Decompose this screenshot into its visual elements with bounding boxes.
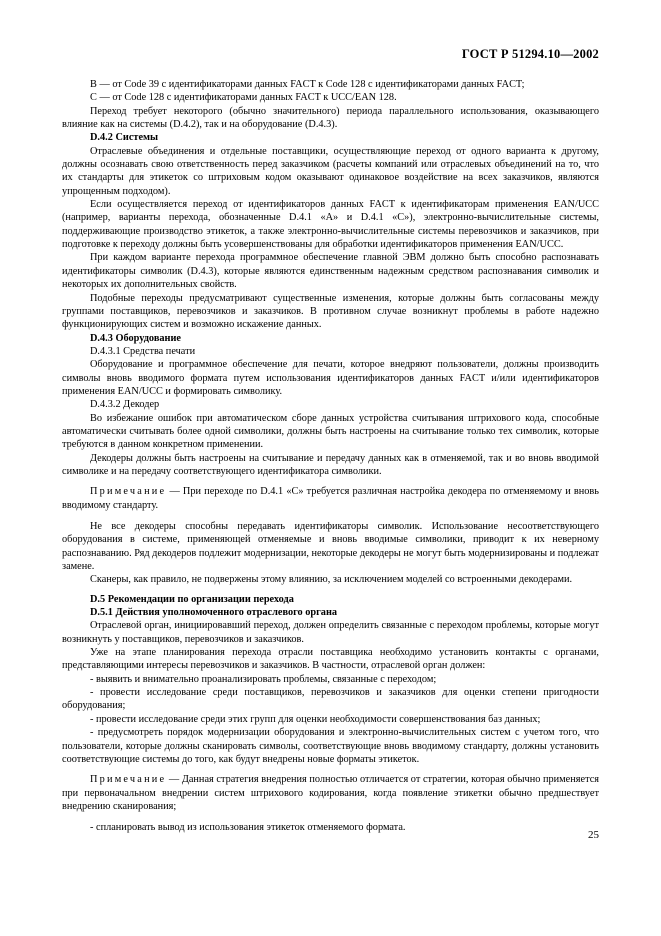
subsection-heading: D.4.3.1 Средства печати (90, 345, 196, 357)
subsection-heading: D.4.3.2 Декодер (90, 399, 160, 411)
section-heading: D.5 Рекомендации по организации перехода (90, 593, 294, 605)
list-item: - провести исследование среди поставщиков, перевозчиков и заказчиков для оценки степени пригодности оборудования; (62, 687, 599, 712)
page-content (62, 78, 599, 835)
note-label: Примечание (90, 774, 167, 786)
paragraph: Если осуществляется переход от идентификаторов данных FACT к идентификаторам применения EAN/UCC (например, варианты перехода, обозначенные D.4.1 «А» и D.4.1 «С»), электронно-вычислительные системы, поддерживающие производство этикеток, а также электронно-вычислительные системы перевозчиков и заказчиков, при подготовке к переходу должны быть усовершенствованы для обработки идентификаторов применения EAN/UCC. (62, 199, 599, 251)
note-text: — Данная стратегия внедрения полностью отличается от стратегии, которая обычно применяется при первоначальном внедрении систем штрихового кодирования, когда появление этикетки обычно предшествует внедрению сканирования; (62, 774, 599, 812)
paragraph: Сканеры, как правило, не подвержены этому влиянию, за исключением моделей со встроенными декодерами. (90, 574, 573, 586)
note-label: Примечание (90, 486, 167, 498)
paragraph: Переход требует некоторого (обычно значительного) периода параллельного использования, оказывающего влияние как на системы (D.4.2), так и на оборудование (D.4.3). (62, 105, 599, 131)
paragraph: Отраслевые объединения и отдельные поставщики, осуществляющие переход от одного варианта к другому, должны осознавать свою ответственность перед заказчиком (расчеты компаний или отраслевых объединений на то, что их стандарты для этикеток со штриховым кодом оказывают одинаковое воздействие на всех заказчиков, являются упрощенным подходом). (62, 145, 599, 197)
paragraph: С — от Code 128 с идентификаторами данных FACT к UCC/EAN 128. (90, 92, 397, 104)
note-text: — При переходе по D.4.1 «С» требуется различная настройка декодера по отменяемому и вновь вводимому стандарту. (62, 486, 599, 511)
note (62, 485, 599, 512)
list-item: - выявить и внимательно проанализировать проблемы, связанные с переходом; (90, 673, 437, 685)
paragraph: В — от Code 39 с идентификаторами данных FACT к Code 128 с идентификаторами данных FACT; (90, 79, 525, 90)
list-item: - провести исследование среди этих групп для оценки необходимости совершенствования баз данных; (90, 713, 541, 725)
paragraph: Оборудование и программное обеспечение для печати, которое внедряют пользователи, должны производить символы вновь вводимого формата путем использования идентификаторов данных FACT и/или идентификаторов применения EAN/UCC и формировать символику. (62, 359, 599, 397)
paragraph: Во избежание ошибок при автоматическом сборе данных устройства считывания штрихового кода, способные автоматически считывать более одной символики, должны быть настроены на считывание только тех символик, которые требуются в данном конкретном применении. (62, 412, 599, 451)
note (62, 773, 599, 813)
paragraph: Декодеры должны быть настроены на считывание и передачу данных как в отменяемой, так и во вновь вводимой символике и на передачу соответствующего идентификатора символики. (62, 452, 599, 477)
list-item: - спланировать вывод из использования этикеток отменяемого формата. (90, 822, 406, 834)
paragraph: При каждом варианте перехода программное обеспечение главной ЭВМ должно быть способно распознавать идентификаторы символик (D.4.3), которые являются единственным надежным средством распознавания символик и некоторых их дополнительных свойств. (62, 252, 599, 291)
paragraph: Отраслевой орган, инициировавший переход, должен определить связанные с переходом проблемы, которые могут возникнуть у поставщиков, перевозчиков и заказчиков. (62, 620, 599, 645)
section-heading: D.4.3 Оборудование (90, 332, 181, 344)
section-heading: D.5.1 Действия уполномоченного отраслевого органа (90, 607, 338, 619)
paragraph: Уже на этапе планирования перехода отрасли поставщика необходимо установить контакты с органами, представляющими интересы перевозчиков и заказчиков. В частности, отраслевой орган должен: (62, 647, 599, 672)
standard-header: ГОСТ Р 51294.10—2002 (461, 47, 599, 61)
list-item: - предусмотреть порядок модернизации оборудования и электронно-вычислительных систем с учетом того, что пользователи, которые должны сканировать символы, соответствующие вновь вводимому стандарту, должны установить соответствующие системы до того, как будут внедрены новые форматы этикеток. (62, 727, 599, 765)
paragraph: Не все декодеры способны передавать идентификаторы символик. Использование несоответствующего оборудования в системе, применяющей отменяемые и вновь вводимые символики, приводит к их неверному распознаванию. Ряд декодеров подлежит модернизации, некоторые декодеры не могут быть модернизированы и подлежат замене. (62, 521, 599, 573)
page-number: 25 (588, 829, 599, 841)
section-heading: D.4.2 Системы (90, 132, 159, 144)
paragraph: Подобные переходы предусматривают существенные изменения, которые должны быть согласованы между группами поставщиков, перевозчиков и заказчиков. В противном случае возникнут проблемы в работе надежно функционирующих систем и возможно искажение данных. (62, 292, 599, 331)
